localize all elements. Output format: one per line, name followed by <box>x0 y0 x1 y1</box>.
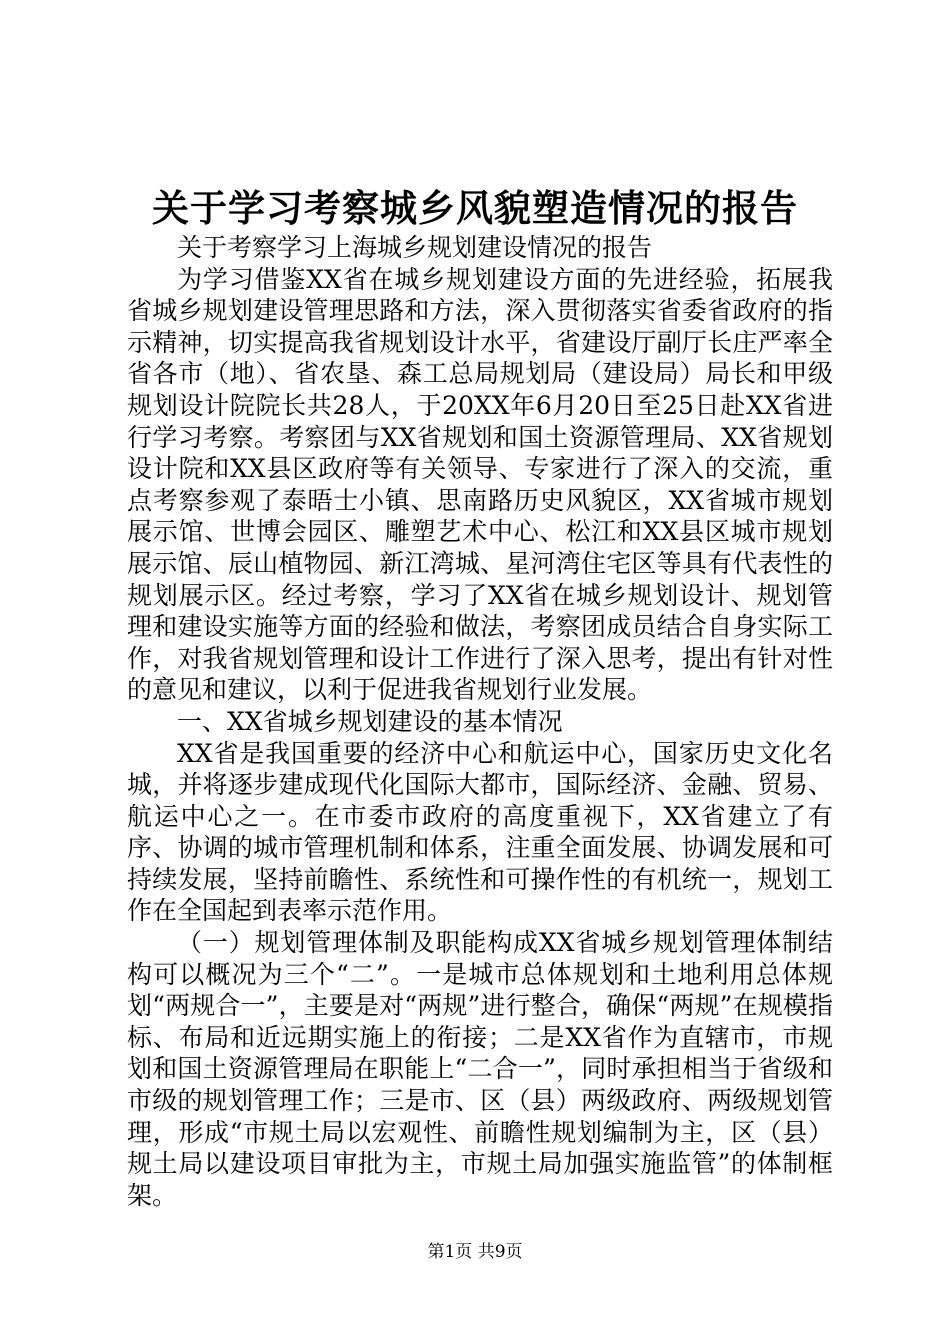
body-paragraph: （一）规划管理体制及职能构成XX省城乡规划管理体制结构可以概况为三个“二”。一是城市总体规划和土地利用总体规划“两规合一”，主要是对“两规”进行整合，确保“两规”在规模指标、布局和近远期实施上的衔接；二是XX省作为直辖市，市规划和国土资源管理局在职能上“二合一”，同时承担相当于省级和市级的规划管理工作；三是市、区（县）两级政府、两级规划管理，形成“市规土局以宏观性、前瞻性规划编制为主，区（县）规土局以建设项目审批为主，市规土局加强实施监管”的体制框架。 <box>127 928 833 1210</box>
page-footer: 第1页 共9页 <box>427 1242 523 1262</box>
body-paragraph: XX省是我国重要的经济中心和航运中心，国家历史文化名城，并将逐步建成现代化国际大都市，国际经济、金融、贸易、航运中心之一。在市委市政府的高度重视下，XX省建立了有序、协调的城市管理机制和体系，注重全面发展、协调发展和可持续发展，坚持前瞻性、系统性和可操作性的有机统一，规划工作在全国起到表率示范作用。 <box>127 738 833 926</box>
intro-paragraph: 为学习借鉴XX省在城乡规划建设方面的先进经验，拓展我省城乡规划建设管理思路和方法，深入贯彻落实省委省政府的指示精神，切实提高我省规划设计水平，省建设厅副厅长庄严率全省各市（地）、省农垦、森工总局规划局（建设局）局长和甲级规划设计院院长共28人，于20XX年6月20日至25日赴XX省进行学习考察。考察团与XX省规划和国土资源管理局、XX省规划设计院和XX县区政府等有关领导、专家进行了深入的交流，重点考察参观了泰晤士小镇、思南路历史风貌区，XX省城市规划展示馆、世博会园区、雕塑艺术中心、松江和XX县区城市规划展示馆、辰山植物园、新江湾城、星河湾住宅区等具有代表性的规划展示区。经过考察，学习了XX省在城乡规划设计、规划管理和建设实施等方面的经验和做法，考察团成员结合自身实际工作，对我省规划管理和设计工作进行了深入思考，提出有针对性的意见和建议，以利于促进我省规划行业发展。 <box>127 264 833 705</box>
section-heading: 一、XX省城乡规划建设的基本情况 <box>177 706 563 736</box>
subtitle-paragraph: 关于考察学习上海城乡规划建设情况的报告 <box>177 233 653 262</box>
document-title: 关于学习考察城乡风貌塑造情况的报告 <box>152 186 798 230</box>
document-body <box>127 232 833 1211</box>
